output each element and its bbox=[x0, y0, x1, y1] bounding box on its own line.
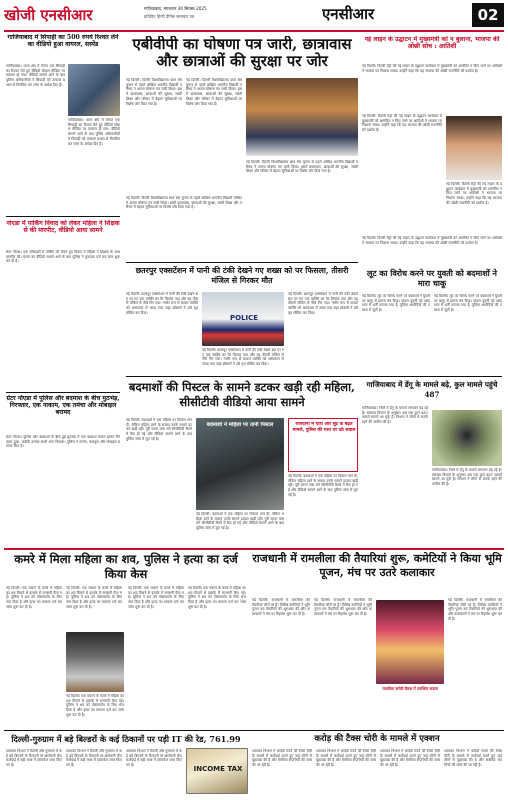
right-top-body-4: नई दिल्ली। दिल्ली मेट्रो की नई लाइन के उद्घाटन कार्यक्रम में मुख्यमंत्री को आमंत्रित न किए जाने पर आतिशी ने भाजपा पर निशाना साधा। उन्होंने कहा कि यह भाजपा की ओछी राजनीति को दर्शाता है। bbox=[362, 236, 502, 245]
left-top-body: गाजियाबाद। थाना क्षेत्र में तैनात एक सिपाही का रिश्वत लेते हुए वीडियो सोशल मीडिया पर वायरल हो गया। वीडियो सामने आने के बाद पुलिस अधिकारियों ने सिपाही को तत्काल प्रभाव से निलंबित कर जांच के आदेश दिए हैं। bbox=[6, 64, 65, 87]
robbery-story bbox=[362, 268, 502, 372]
tax-right-body-3: आयकर विभाग ने करोड़ों रुपये की टैक्स चोरी के मामले में कार्रवाई करते हुए कई लोगों से पूछताछ की है और संबंधित संपत्तियों की जांच की जा रही है। bbox=[380, 749, 440, 768]
ramlila-caption: रामलीला कमेटी बैठक में उपस्थित सदस्य bbox=[382, 686, 438, 691]
room-body-4: नई दिल्ली। एक मकान के कमरे में महिला का शव मिलने से इलाके में सनसनी फैल गई। पुलिस ने शव को पोस्टमार्टम के लिए भेज दिया है और हत्या का मामला दर्ज कर जांच शुरू कर दी है। bbox=[128, 586, 184, 609]
masthead-logo bbox=[4, 5, 136, 25]
room-body-2: नई दिल्ली। एक मकान के कमरे में महिला का शव मिलने से इलाके में सनसनी फैल गई। पुलिस ने शव को पोस्टमार्टम के लिए भेज दिया है और हत्या का मामला दर्ज कर जांच शुरू कर दी है। bbox=[66, 586, 122, 609]
left-mid-body: ग्रेटर नोएडा। एक सोसाइटी में पार्किंग को लेकर हुए विवाद में महिला ने शिक्षक के साथ मारपीट की। घटना का वीडियो सामने आने के बाद पुलिस ने मुकदमा दर्ज कर जांच शुरू कर दी है। bbox=[6, 250, 120, 264]
page-number: 02 bbox=[472, 3, 504, 27]
right-top-body-2: नई दिल्ली। दिल्ली मेट्रो की नई लाइन के उद्घाटन कार्यक्रम में मुख्यमंत्री को आमंत्रित न किए जाने पर आतिशी ने भाजपा पर निशाना साधा। उन्होंने कहा कि यह भाजपा की ओछी राजनीति को दर्शाता है। bbox=[362, 114, 442, 133]
lead-photo bbox=[246, 78, 358, 156]
room-body-3: नई दिल्ली। एक मकान के कमरे में महिला का शव मिलने से इलाके में सनसनी फैल गई। पुलिस ने शव को पोस्टमार्टम के लिए भेज दिया है और हत्या का मामला दर्ज कर जांच शुरू कर दी है। bbox=[66, 694, 124, 717]
lead-body-col1: नई दिल्ली। दिल्ली विश्वविद्यालय छात्र संघ चुनाव से पहले अखिल भारतीय विद्यार्थी परिषद ने अपना घोषणा पत्र जारी किया। इसमें छात्रावास, छात्राओं की सुरक्षा, सस्ती शिक्षा और परिसर में बेहतर सुविधाओं पर विशेष जोर दिया गया है। bbox=[126, 78, 182, 106]
ramlila-body-3: नई दिल्ली। राजधानी में रामलीला की तैयारियां जोरों पर हैं। विभिन्न कमेटियों ने भूमि पूजन कर तैयारियों की शुरुआत की और कलाकारों ने मंच पर रिहर्सल शुरू कर दी है। bbox=[448, 598, 502, 621]
income-tax-graphic bbox=[186, 748, 248, 794]
pistol-body-2: नई दिल्ली। बदमाशों ने एक महिला पर पिस्टल तान दी, लेकिन महिला डरने के बजाय उनके सामने डटकर खड़ी रही। पूरी घटना पास लगे सीसीटीवी कैमरे में कैद हो गई और वीडियो सामने आने के बाद पुलिस जांच में जुट गई है। bbox=[288, 474, 358, 497]
dengue-headline: गाजियाबाद में डेंगू के मामले बढ़े, कुल मामले पहुंचे 487 bbox=[366, 380, 498, 399]
section-name: एनसीआर bbox=[322, 5, 375, 23]
pistol-body-3: नई दिल्ली। बदमाशों ने एक महिला पर पिस्टल तान दी, लेकिन महिला डरने के बजाय उनके सामने डटकर खड़ी रही। पूरी घटना पास लगे सीसीटीवी कैमरे में कैद हो गई और वीडियो सामने आने के बाद पुलिस जांच में जुट गई है। bbox=[196, 512, 284, 531]
masthead-rule bbox=[4, 30, 504, 32]
left-mid-story bbox=[6, 220, 120, 390]
masthead-logo-text: खोजी एनसीआर bbox=[4, 6, 93, 24]
mid-headline: छतरपुर एक्सटेंशन में पानी की टंकी देखने गए शख्स को पर फिसला, तीसरी मंजिल से गिरकर मौत bbox=[135, 266, 349, 285]
cctv-photo bbox=[196, 418, 284, 510]
pistol-quote: राजधानी में चोरी और लूट के बढ़ते मामले, पुलिस की गश्त पर उठे सवाल bbox=[292, 422, 356, 433]
room-photo bbox=[66, 632, 124, 692]
masthead-tagline: प्रतिदिन हिन्दी दैनिक समाचार पत्र bbox=[144, 14, 195, 19]
police-car-photo bbox=[202, 292, 284, 346]
lead-story bbox=[126, 36, 358, 256]
income-tax-label: INCOME TAX bbox=[193, 765, 243, 773]
left-mid-headline: नोएडा में पार्किंग विवाद को लेकर महिला ने शिक्षक से की मारपीट, वीडियो आया सामने bbox=[6, 220, 120, 235]
dengue-story bbox=[362, 380, 502, 550]
left-top-headline: गाजियाबाद में सिपाही का 500 रुपये रिश्वत लेने का वीडियो हुआ वायरल, सस्पेंड bbox=[7, 34, 119, 49]
ramlila-body-2: नई दिल्ली। राजधानी में रामलीला की तैयारियां जोरों पर हैं। विभिन्न कमेटियों ने भूमि पूजन कर तैयारियों की शुरुआत की और कलाकारों ने मंच पर रिहर्सल शुरू कर दी है। bbox=[314, 598, 372, 617]
divider bbox=[126, 262, 358, 263]
divider bbox=[126, 376, 502, 377]
left-top-body-cont: गाजियाबाद। थाना क्षेत्र में तैनात एक सिपाही का रिश्वत लेते हुए वीडियो सोशल मीडिया पर वायरल हो गया। वीडियो सामने आने के बाद पुलिस अधिकारियों ने सिपाही को तत्काल प्रभाव से निलंबित कर जांच के आदेश दिए हैं। bbox=[68, 118, 120, 146]
left-top-photo bbox=[68, 64, 120, 116]
mid-body-1: नई दिल्ली। छतरपुर एक्सटेंशन में पानी की टंकी देखने छत पर गए एक व्यक्ति का पैर फिसल गया और वह तीसरी मंजिल से नीचे गिर गया। गंभीर रूप से घायल व्यक्ति को अस्पताल ले जाया गया जहां डॉक्टरों ने उसे मृत घोषित कर दिया। bbox=[126, 292, 198, 315]
masthead-dateline: गाजियाबाद, मंगलवार 30 सितंबर 2025 bbox=[144, 6, 207, 11]
dengue-body-2: गाजियाबाद। जिले में डेंगू के मामले लगातार बढ़ रहे हैं। स्वास्थ्य विभाग के अनुसार अब तक कुल 487 मामले सामने आ चुके हैं। विभाग ने लोगों से सतर्क रहने की अपील की है। bbox=[432, 468, 502, 487]
tax-right-headline: करोड़ की टैक्स चोरी के मामले में एक्शन bbox=[314, 734, 440, 744]
tax-right-body-4: आयकर विभाग ने करोड़ों रुपये की टैक्स चोरी के मामले में कार्रवाई करते हुए कई लोगों से पूछताछ की है और संबंधित संपत्तियों की जांच की जा रही है। bbox=[444, 749, 502, 768]
dengue-body-1: गाजियाबाद। जिले में डेंगू के मामले लगातार बढ़ रहे हैं। स्वास्थ्य विभाग के अनुसार अब तक कुल 487 मामले सामने आ चुके हैं। विभाग ने लोगों से सतर्क रहने की अपील की है। bbox=[362, 406, 428, 425]
tax-right-body-2: आयकर विभाग ने करोड़ों रुपये की टैक्स चोरी के मामले में कार्रवाई करते हुए कई लोगों से पूछताछ की है और संबंधित संपत्तियों की जांच की जा रही है। bbox=[316, 749, 376, 768]
right-top-headline: नई लाइन के उद्घाटन में मुख्यमंत्री को न बुलाना, भाजपा की ओछी सोच : आतिशी bbox=[364, 36, 500, 51]
divider bbox=[6, 216, 120, 217]
police-label: POLICE bbox=[230, 314, 259, 322]
divider bbox=[6, 392, 120, 393]
tax-left-body-1: आयकर विभाग ने दिल्ली और गुरुग्राम में कई बड़े बिल्डरों के ठिकानों पर छापेमारी की। कार्रवाई में बड़ी मात्रा में दस्तावेज जब्त किए गए हैं। bbox=[6, 749, 62, 768]
divider bbox=[4, 548, 504, 550]
right-top-body: नई दिल्ली। दिल्ली मेट्रो की नई लाइन के उद्घाटन कार्यक्रम में मुख्यमंत्री को आमंत्रित न किए जाने पर आतिशी ने भाजपा पर निशाना साधा। उन्होंने कहा कि यह भाजपा की ओछी राजनीति को दर्शाता है। bbox=[362, 64, 502, 73]
right-top-photo bbox=[446, 116, 502, 180]
cctv-caption: बदमाशों ने महिला पर तानी पिस्टल bbox=[206, 422, 274, 428]
left-bottom-story bbox=[6, 395, 120, 545]
room-story bbox=[6, 552, 246, 728]
robbery-body-2: नई दिल्ली। लूट का विरोध करने पर बदमाशों ने युवती पर चाकू से हमला कर दिया। घायल युवती को अस्पताल में भर्ती कराया गया है, पुलिस आरोपियों की तलाश में जुटी है। bbox=[434, 294, 502, 313]
mid-story bbox=[126, 266, 358, 370]
divider bbox=[4, 730, 504, 731]
right-top-body-3: नई दिल्ली। दिल्ली मेट्रो की नई लाइन के उद्घाटन कार्यक्रम में मुख्यमंत्री को आमंत्रित न किए जाने पर आतिशी ने भाजपा पर निशाना साधा। उन्होंने कहा कि यह भाजपा की ओछी राजनीति को दर्शाता है। bbox=[446, 182, 502, 205]
mid-body-2: नई दिल्ली। छतरपुर एक्सटेंशन में पानी की टंकी देखने छत पर गए एक व्यक्ति का पैर फिसल गया और वह तीसरी मंजिल से नीचे गिर गया। गंभीर रूप से घायल व्यक्ति को अस्पताल ले जाया गया जहां डॉक्टरों ने उसे मृत घोषित कर दिया। bbox=[288, 292, 358, 315]
tax-left-headline: दिल्ली-गुरुग्राम में बड़े बिल्डरों के कई ठिकानों पर पड़ी IT की रेड, 761.99 bbox=[11, 734, 241, 744]
tax-right-story bbox=[252, 733, 502, 797]
left-top-story bbox=[6, 34, 120, 218]
left-bottom-headline: ग्रेटर नोएडा में पुलिस और बदमाश के बीच मुठभेड़, गिरफ्तार, एक नाकाम, एक तमंचा और मोबाइल बरामद bbox=[6, 395, 120, 417]
mid-body-3: नई दिल्ली। छतरपुर एक्सटेंशन में पानी की टंकी देखने छत पर गए एक व्यक्ति का पैर फिसल गया और वह तीसरी मंजिल से नीचे गिर गया। गंभीर रूप से घायल व्यक्ति को अस्पताल ले जाया गया जहां डॉक्टरों ने उसे मृत घोषित कर दिया। bbox=[202, 348, 284, 367]
pistol-quote-box bbox=[288, 418, 358, 472]
room-headline: कमरे में मिला महिला का शव, पुलिस ने हत्या का दर्ज किया केस bbox=[14, 552, 238, 581]
pistol-body-1: नई दिल्ली। बदमाशों ने एक महिला पर पिस्टल तान दी, लेकिन महिला डरने के बजाय उनके सामने डटकर खड़ी रही। पूरी घटना पास लगे सीसीटीवी कैमरे में कैद हो गई और वीडियो सामने आने के बाद पुलिस जांच में जुट गई है। bbox=[126, 418, 192, 441]
tax-left-body-3: आयकर विभाग ने दिल्ली और गुरुग्राम में कई बड़े बिल्डरों के ठिकानों पर छापेमारी की। कार्रवाई में बड़ी मात्रा में दस्तावेज जब्त किए गए हैं। bbox=[126, 749, 182, 768]
lead-body-col4: नई दिल्ली। दिल्ली विश्वविद्यालय छात्र संघ चुनाव से पहले अखिल भारतीय विद्यार्थी परिषद ने अपना घोषणा पत्र जारी किया। इसमें छात्रावास, छात्राओं की सुरक्षा, सस्ती शिक्षा और परिसर में बेहतर सुविधाओं पर विशेष जोर दिया गया है। bbox=[126, 196, 242, 210]
room-body-1: नई दिल्ली। एक मकान के कमरे में महिला का शव मिलने से इलाके में सनसनी फैल गई। पुलिस ने शव को पोस्टमार्टम के लिए भेज दिया है और हत्या का मामला दर्ज कर जांच शुरू कर दी है। bbox=[6, 586, 62, 609]
robbery-headline: लूट का विरोध करने पर युवती को बदमाशों ने मारा चाकू bbox=[367, 268, 497, 288]
lead-headline: एबीवीपी का घोषणा पत्र जारी, छात्रावास और छात्राओं की सुरक्षा पर जोर bbox=[132, 36, 352, 70]
mosquito-photo bbox=[432, 410, 502, 466]
ramlila-body-1: नई दिल्ली। राजधानी में रामलीला की तैयारियां जोरों पर हैं। विभिन्न कमेटियों ने भूमि पूजन कर तैयारियों की शुरुआत की और कलाकारों ने मंच पर रिहर्सल शुरू कर दी है। bbox=[252, 598, 310, 617]
tax-left-body-2: आयकर विभाग ने दिल्ली और गुरुग्राम में कई बड़े बिल्डरों के ठिकानों पर छापेमारी की। कार्रवाई में बड़ी मात्रा में दस्तावेज जब्त किए गए हैं। bbox=[66, 749, 122, 768]
ramlila-story bbox=[252, 552, 502, 728]
right-top-story bbox=[362, 36, 502, 266]
masthead bbox=[4, 3, 504, 33]
lead-body-col2: नई दिल्ली। दिल्ली विश्वविद्यालय छात्र संघ चुनाव से पहले अखिल भारतीय विद्यार्थी परिषद ने अपना घोषणा पत्र जारी किया। इसमें छात्रावास, छात्राओं की सुरक्षा, सस्ती शिक्षा और परिसर में बेहतर सुविधाओं पर विशेष जोर दिया गया है। bbox=[186, 78, 242, 106]
pistol-story bbox=[126, 380, 358, 550]
room-body-5: नई दिल्ली। एक मकान के कमरे में महिला का शव मिलने से इलाके में सनसनी फैल गई। पुलिस ने शव को पोस्टमार्टम के लिए भेज दिया है और हत्या का मामला दर्ज कर जांच शुरू कर दी है। bbox=[188, 586, 246, 609]
ramlila-photo bbox=[376, 600, 444, 684]
left-bottom-body: ग्रेटर नोएडा। पुलिस और बदमाशों के बीच हुई मुठभेड़ में एक बदमाश घायल होकर गिरफ्तार हुआ, जबकि उसका साथी भाग निकला। पुलिस ने तमंचा, कारतूस और मोबाइल बरामद किए हैं। bbox=[6, 435, 120, 449]
ramlila-headline: राजधानी में रामलीला की तैयारियां शुरू, कमेटियों ने किया भूमि पूजन, मंच पर उतरे कलाकार bbox=[252, 552, 502, 579]
tax-right-body-1: आयकर विभाग ने करोड़ों रुपये की टैक्स चोरी के मामले में कार्रवाई करते हुए कई लोगों से पूछताछ की है और संबंधित संपत्तियों की जांच की जा रही है। bbox=[252, 749, 312, 768]
robbery-body-1: नई दिल्ली। लूट का विरोध करने पर बदमाशों ने युवती पर चाकू से हमला कर दिया। घायल युवती को अस्पताल में भर्ती कराया गया है, पुलिस आरोपियों की तलाश में जुटी है। bbox=[362, 294, 430, 313]
pistol-headline: बदमाशों की पिस्टल के सामने डटकर खड़ी रही महिला, सीसीटीवी वीडियो आया सामने bbox=[128, 380, 356, 409]
lead-body-col3: नई दिल्ली। दिल्ली विश्वविद्यालय छात्र संघ चुनाव से पहले अखिल भारतीय विद्यार्थी परिषद ने अपना घोषणा पत्र जारी किया। इसमें छात्रावास, छात्राओं की सुरक्षा, सस्ती शिक्षा और परिसर में बेहतर सुविधाओं पर विशेष जोर दिया गया है। bbox=[246, 160, 358, 174]
